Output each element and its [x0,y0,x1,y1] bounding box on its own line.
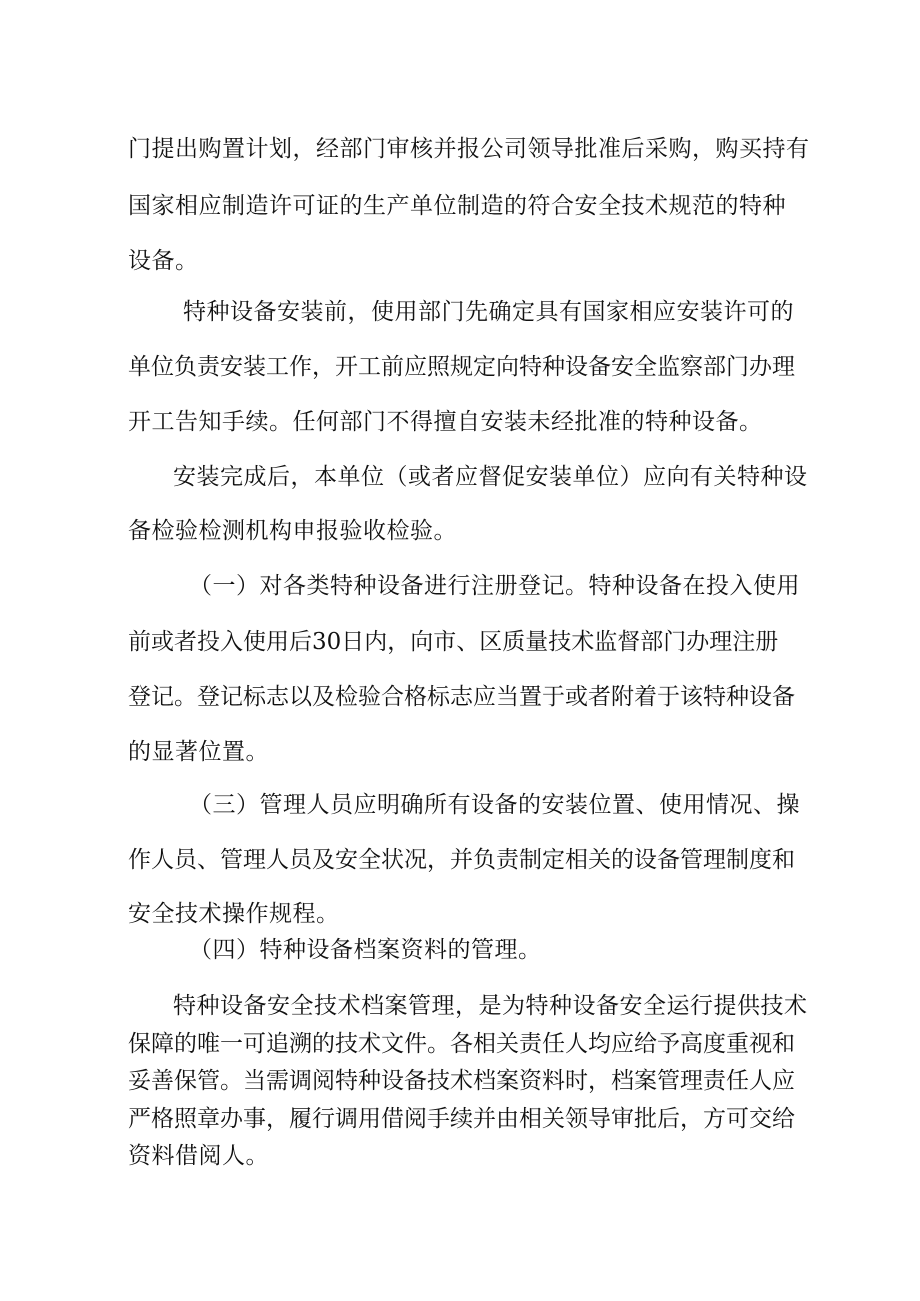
paragraph-4-line-3: 登记。登记标志以及检验合格标志应当置于或者附着于该特种设备 [128,684,795,710]
paragraph-7-line-3: 妥善保管。当需调阅特种设备技术档案资料时，档案管理责任人应 [128,1068,795,1094]
paragraph-2-line-2: 单位负责安装工作，开工前应照规定向特种设备安全监察部门办理 [128,354,795,380]
paragraph-5-line-1: （三）管理人员应明确所有设备的安装位置、使用情况、操 [189,792,800,818]
paragraph-7-line-1: 特种设备安全技术档案管理，是为特种设备安全运行提供技术 [173,993,808,1019]
paragraph-1-line-3: 设备。 [128,248,199,274]
paragraph-7-line-2: 保障的唯一可追溯的技术文件。各相关责任人均应给予高度重视和 [128,1031,795,1057]
paragraph-3-line-1: 安装完成后，本单位（或者应督促安装单位）应向有关特种设 [173,464,808,490]
paragraph-6-line-1: （四）特种设备档案资料的管理。 [189,937,542,963]
paragraph-5-line-3: 安全技术操作规程。 [128,901,340,927]
paragraph-5-line-2: 作人员、管理人员及安全状况，并负责制定相关的设备管理制度和 [128,847,795,873]
paragraph-7-line-5: 资料借阅人。 [128,1143,269,1169]
paragraph-1-line-2: 国家相应制造许可证的生产单位制造的符合安全技术规范的特种 [128,193,786,219]
paragraph-4-line-4: 的显著位置。 [128,739,269,765]
paragraph-2-line-1: 特种设备安装前，使用部门先确定具有国家相应安装许可的 [183,299,794,325]
paragraph-4-line-1: （一）对各类特种设备进行注册登记。特种设备在投入使用 [189,573,800,599]
paragraph-2-line-3: 开工告知手续。任何部门不得擅自安装未经批准的特种设备。 [128,409,763,435]
paragraph-3-line-2: 备检验检测机构申报验收检验。 [128,518,457,544]
paragraph-1-line-1: 门提出购置计划，经部门审核并报公司领导批准后采购，购买持有 [128,136,810,162]
paragraph-7-line-4: 严格照章办事，履行调用借阅手续并由相关领导审批后，方可交给 [128,1106,795,1132]
paragraph-4-line-2: 前或者投入使用后30日内，向市、区质量技术监督部门办理注册 [128,629,779,655]
